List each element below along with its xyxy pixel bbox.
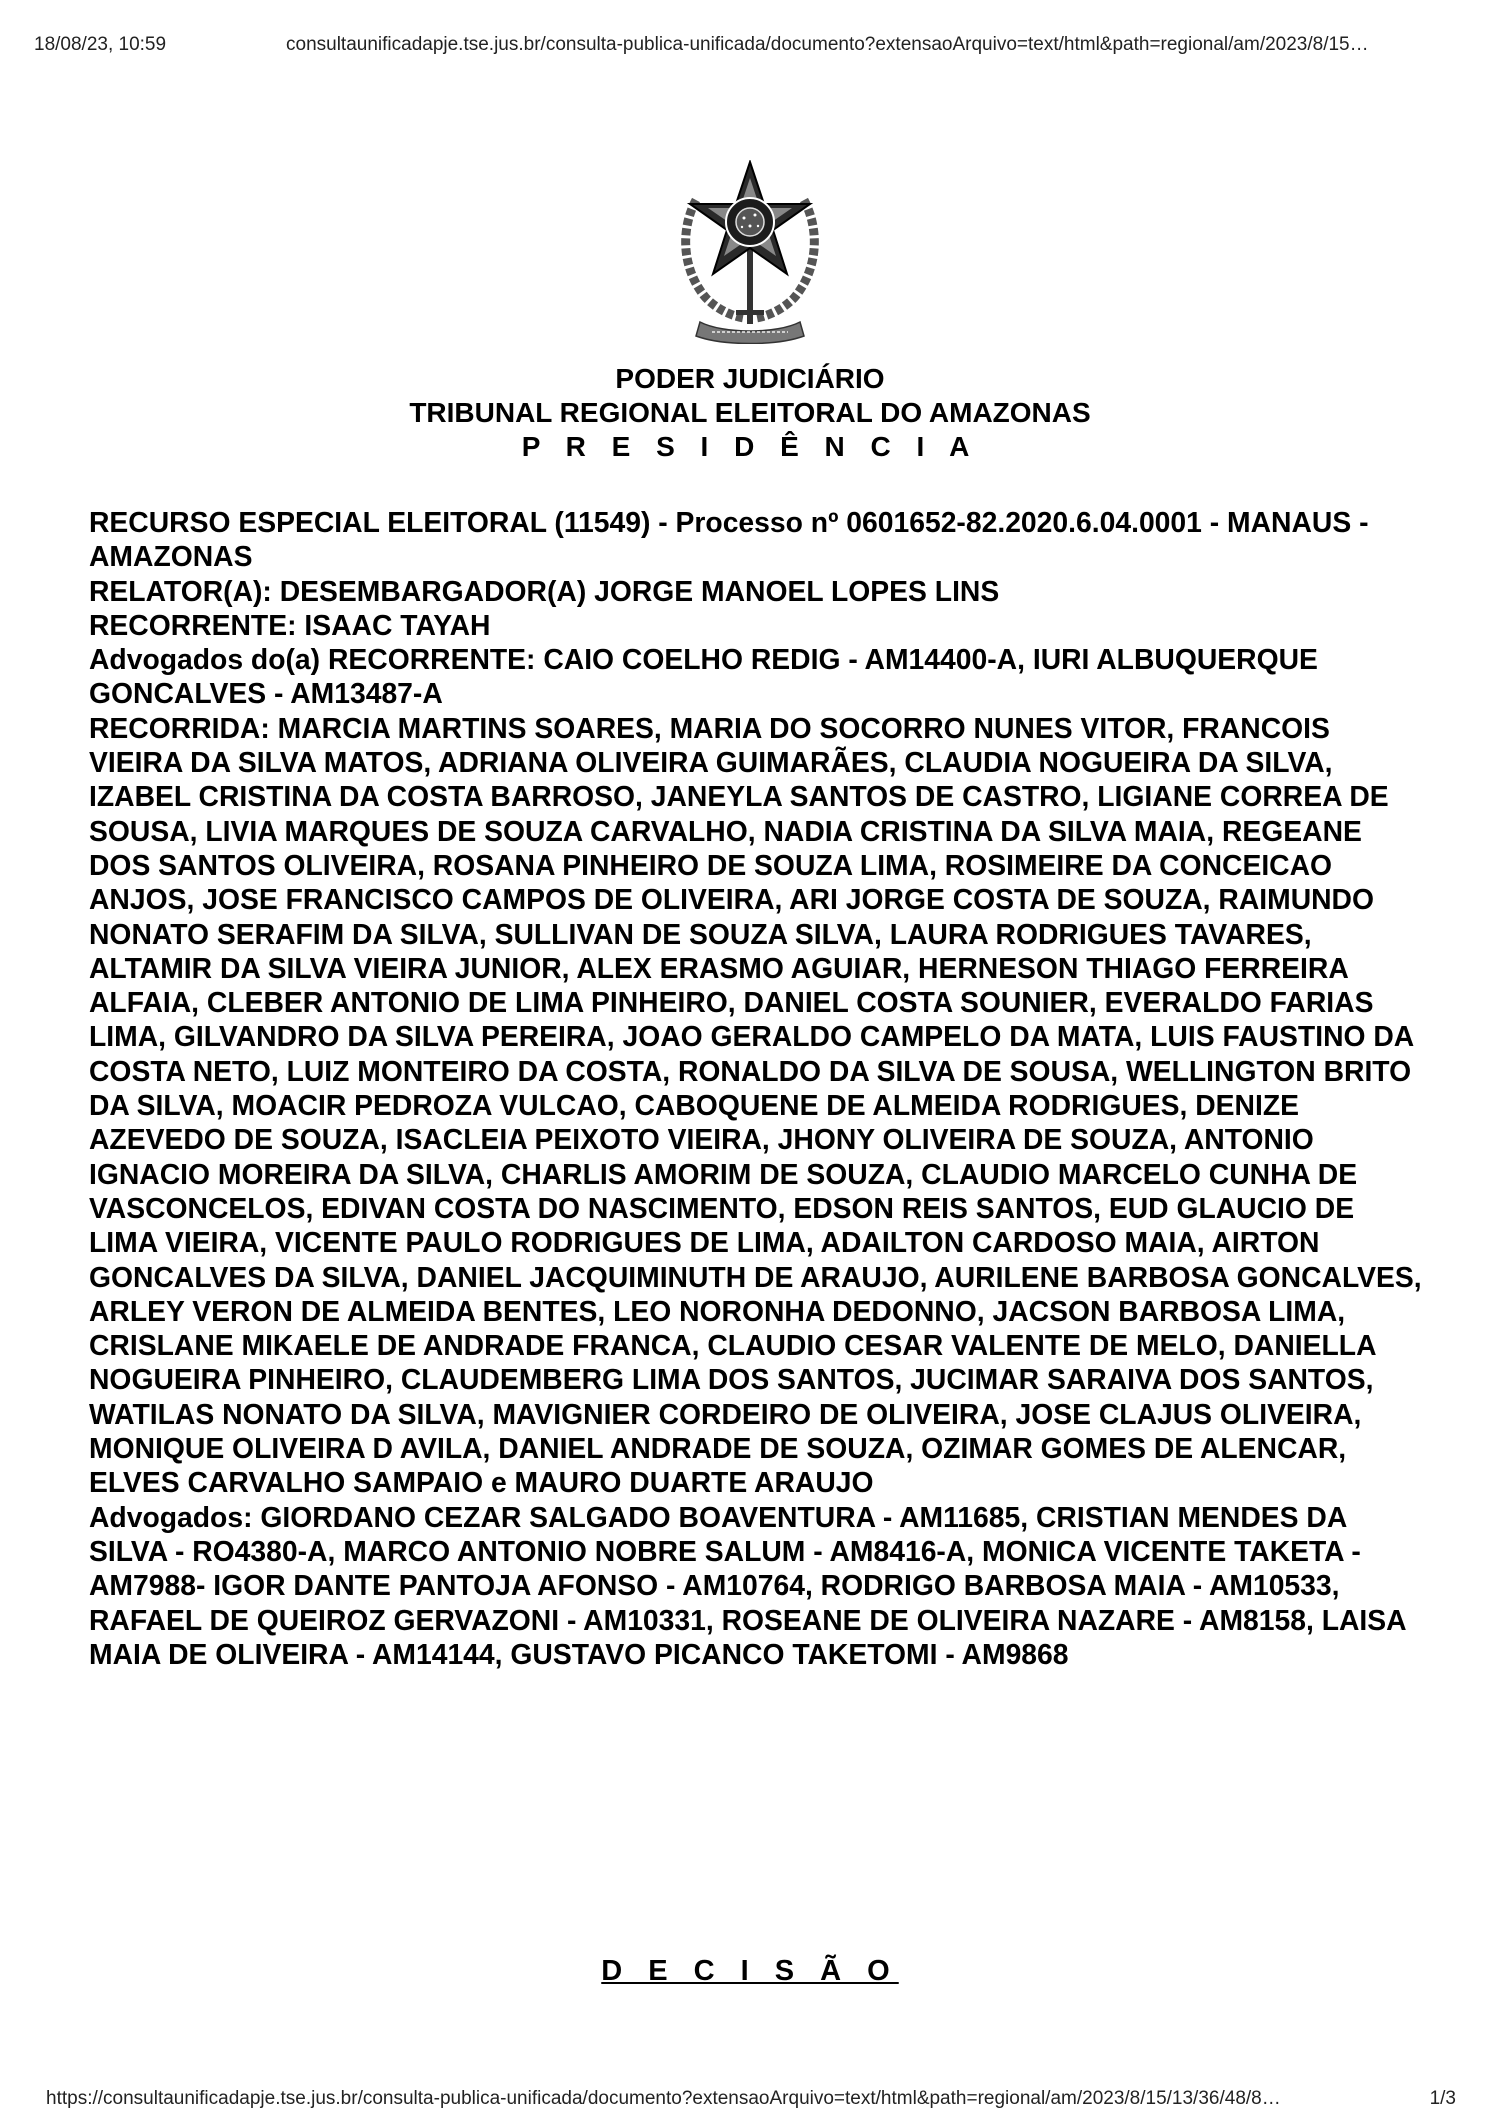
page-number: 1/3 bbox=[1429, 2088, 1456, 2109]
brazil-coat-of-arms-icon bbox=[678, 160, 822, 344]
case-recorrente: RECORRENTE: ISAAC TAYAH bbox=[89, 608, 491, 641]
case-relator: RELATOR(A): DESEMBARGADOR(A) JORGE MANOEL LOPES LINS bbox=[89, 574, 1000, 607]
print-header bbox=[34, 34, 1466, 60]
heading-judiciary: PODER JUDICIÁRIO bbox=[615, 363, 885, 394]
print-datetime: 18/08/23, 10:59 bbox=[34, 34, 167, 55]
print-url: consultaunificadapje.tse.jus.br/consulta-publica-unificada/documento?extensaoArquivo=text/html&path=regional/am/2023/8/15… bbox=[286, 34, 1369, 55]
case-advogados-recorrida: Advogados: GIORDANO CEZAR SALGADO BOAVENTURA - AM11685, CRISTIAN MENDES DA SILVA - RO4380-A, MARCO ANTONIO NOBRE SALUM - AM8416-A, MONICA VICENTE TAKETA - AM7988- IGOR DANTE PANTOJA AFONSO - AM10764, RODRIGO BARBOSA MAIA - AM10533, RAFAEL DE QUEIROZ GERVAZONI - AM10331, ROSEANE DE OLIVEIRA NAZARE - AM8158, LAISA MAIA DE OLIVEIRA - AM14144, GUSTAVO PICANCO TAKETOMI - AM9868 bbox=[89, 1500, 1406, 1670]
case-process: RECURSO ESPECIAL ELEITORAL (11549) - Processo nº 0601652-82.2020.6.04.0001 - MANAUS - AMAZONAS bbox=[89, 506, 1369, 573]
document-heading bbox=[0, 362, 1500, 464]
case-details bbox=[89, 505, 1429, 1671]
case-recorrida: RECORRIDA: MARCIA MARTINS SOARES, MARIA DO SOCORRO NUNES VITOR, FRANCOIS VIEIRA DA SILVA MATOS, ADRIANA OLIVEIRA GUIMARÃES, CLAUDIA NOGUEIRA DA SILVA, IZABEL CRISTINA DA COSTA BARROSO, JANEYLA SANTOS DE CASTRO, LIGIANE CORREA DE SOUSA, LIVIA MARQUES DE SOUZA CARVALHO, NADIA CRISTINA DA SILVA MAIA, REGEANE DOS SANTOS OLIVEIRA, ROSANA PINHEIRO DE SOUZA LIMA, ROSIMEIRE DA CONCEICAO ANJOS, JOSE FRANCISCO CAMPOS DE OLIVEIRA, ARI JORGE COSTA DE SOUZA, RAIMUNDO NONATO SERAFIM DA SILVA, SULLIVAN DE SOUZA SILVA, LAURA RODRIGUES TAVARES, ALTAMIR DA SILVA VIEIRA JUNIOR, ALEX ERASMO AGUIAR, HERNESON THIAGO FERREIRA ALFAIA, CLEBER ANTONIO DE LIMA PINHEIRO, DANIEL COSTA SOUNIER, EVERALDO FARIAS LIMA, GILVANDRO DA SILVA PEREIRA, JOAO GERALDO CAMPELO DA MATA, LUIS FAUSTINO DA COSTA NETO, LUIZ MONTEIRO DA COSTA, RONALDO DA SILVA DE SOUSA, WELLINGTON BRITO DA SILVA, MOACIR PEDROZA VULCAO, CABOQUENE DE ALMEIDA RODRIGUES, DENIZE AZEVEDO DE SOUZA, ISACLEIA PEIXOTO VIEIRA, JHONY OLIVEIRA DE SOUZA, ANTONIO IGNACIO MOREIRA DA SILVA, CHARLIS AMORIM DE SOUZA, CLAUDIO MARCELO CUNHA DE VASCONCELOS, EDIVAN COSTA DO NASCIMENTO, EDSON REIS SANTOS, EUD GLAUCIO DE LIMA VIEIRA, VICENTE PAULO RODRIGUES DE LIMA, ADAILTON CARDOSO MAIA, AIRTON GONCALVES DA SILVA, DANIEL JACQUIMINUTH DE ARAUJO, AURILENE BARBOSA GONCALVES, ARLEY VERON DE ALMEIDA BENTES, LEO NORONHA DEDONNO, JACSON BARBOSA LIMA, CRISLANE MIKAELE DE ANDRADE FRANCA, CLAUDIO CESAR VALENTE DE MELO, DANIELLA NOGUEIRA PINHEIRO, CLAUDEMBERG LIMA DOS SANTOS, JUCIMAR SARAIVA DOS SANTOS, WATILAS NONATO DA SILVA, MAVIGNIER CORDEIRO DE OLIVEIRA, JOSE CLAJUS OLIVEIRA, MONIQUE OLIVEIRA D AVILA, DANIEL ANDRADE DE SOUZA, OZIMAR GOMES DE ALENCAR, ELVES CARVALHO SAMPAIO e MAURO DUARTE ARAUJO bbox=[89, 711, 1422, 1499]
case-advogados-recorrente: Advogados do(a) RECORRENTE: CAIO COELHO REDIG - AM14400-A, IURI ALBUQUERQUE GONCALVES - AM13487-A bbox=[89, 643, 1318, 710]
heading-presidency: P R E S I D Ê N C I A bbox=[521, 431, 979, 462]
decision-title: D E C I S Ã O bbox=[601, 1955, 899, 1987]
heading-court: TRIBUNAL REGIONAL ELEITORAL DO AMAZONAS bbox=[409, 397, 1091, 428]
footer-url: https://consultaunificadapje.tse.jus.br/consulta-publica-unificada/documento?extensaoArquivo=text/html&path=regional/am/2023/8/15/13/36/48/8… bbox=[46, 2088, 1281, 2109]
